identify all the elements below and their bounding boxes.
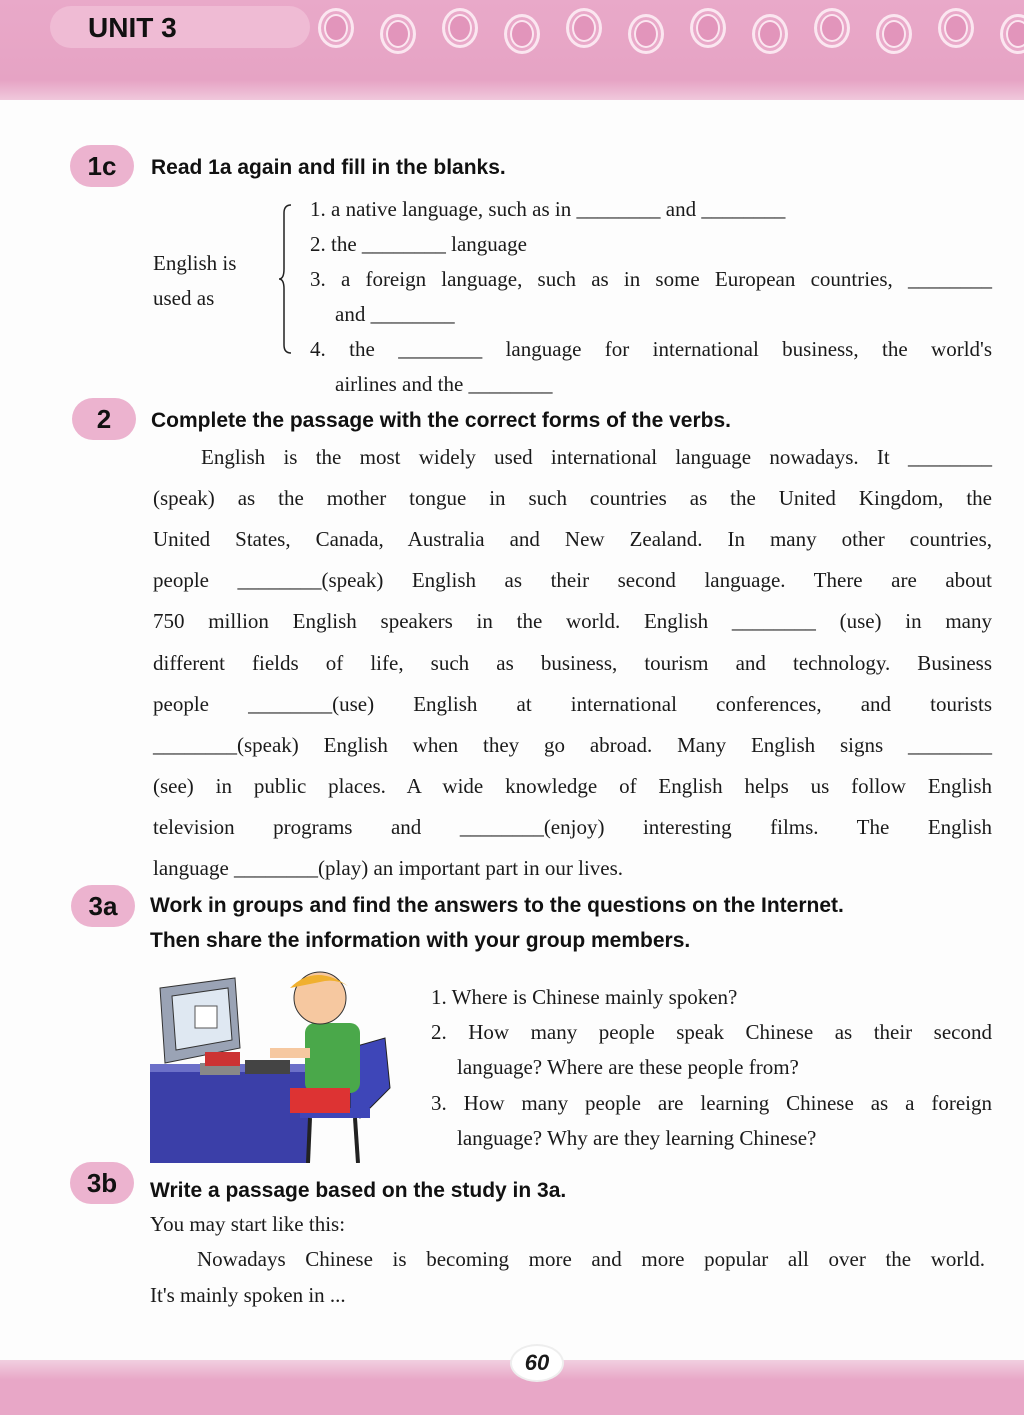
boy-at-computer-illustration <box>150 968 392 1163</box>
page-number: 60 <box>510 1344 564 1382</box>
lead-text: English is <box>153 251 237 275</box>
prompt-text: You may start like this: <box>150 1212 346 1236</box>
passage-line: United States, Canada, Australia and New Zealand. In many other countries, <box>153 527 992 552</box>
passage-line: different fields of life, such as business, tourism and technology. Business <box>153 650 992 675</box>
passage-line: language ________(play) an important part in our lives. <box>153 856 624 880</box>
blank-item: 4. the ________ language for international business, the world's <box>310 337 992 361</box>
title-3b: Write a passage based on the study in 3a. <box>150 1179 567 1202</box>
blank-item: and ________ <box>335 302 455 326</box>
title-1c: Read 1a again and fill in the blanks. <box>151 156 506 179</box>
sample-text: It's mainly spoken in ... <box>150 1283 346 1307</box>
blank-item: 2. the ________ language <box>310 232 527 256</box>
unit-title: UNIT 3 <box>88 12 177 43</box>
decorative-ring-icon <box>566 8 602 48</box>
decorative-ring-icon <box>752 14 788 54</box>
decorative-ring-icon <box>690 8 726 48</box>
passage-line: television programs and ________(enjoy) interesting films. The English <box>153 814 992 839</box>
passage-line: (speak) as the mother tongue in such countries as the United Kingdom, the <box>153 486 992 511</box>
passage-line: English is the most widely used international language nowadays. It ________ <box>201 445 992 469</box>
title-3a-line2: Then share the information with your group members. <box>150 929 691 952</box>
decorative-ring-icon <box>938 8 974 48</box>
badge-3b: 3b <box>70 1162 134 1204</box>
lead-text: used as <box>153 286 215 310</box>
sample-text: Nowadays Chinese is becoming more and more popular all over the world. <box>197 1247 985 1271</box>
badge-2: 2 <box>72 398 136 440</box>
passage-line: people ________(speak) English as their second language. There are about <box>153 568 992 593</box>
passage-line: ________(speak) English when they go abroad. Many English signs ________ <box>153 732 992 757</box>
question-item: language? Where are these people from? <box>457 1055 799 1079</box>
blank-item: airlines and the ________ <box>335 372 553 396</box>
decorative-ring-icon <box>628 14 664 54</box>
decorative-ring-icon <box>504 14 540 54</box>
decorative-ring-icon <box>380 14 416 54</box>
badge-1c: 1c <box>70 145 134 187</box>
passage-line: people ________(use) English at international conferences, and tourists <box>153 691 992 716</box>
question-item: 2. How many people speak Chinese as their second <box>431 1020 992 1044</box>
brace-icon <box>278 203 292 355</box>
blank-item: 1. a native language, such as in ________ and ________ <box>310 197 786 221</box>
badge-3a: 3a <box>71 885 135 927</box>
passage-line: (see) in public places. A wide knowledge of English helps us follow English <box>153 773 992 798</box>
passage-line: 750 million English speakers in the world. English ________ (use) in many <box>153 609 992 634</box>
question-item: 3. How many people are learning Chinese as a foreign <box>431 1091 992 1115</box>
title-2: Complete the passage with the correct forms of the verbs. <box>151 409 731 432</box>
blank-item: 3. a foreign language, such as in some European countries, ________ <box>310 267 992 291</box>
question-item: language? Why are they learning Chinese? <box>457 1126 817 1150</box>
title-3a-line1: Work in groups and find the answers to the questions on the Internet. <box>150 894 844 917</box>
question-item: 1. Where is Chinese mainly spoken? <box>431 985 738 1009</box>
decorative-ring-icon <box>876 14 912 54</box>
decorative-ring-icon <box>814 8 850 48</box>
decorative-ring-icon <box>318 8 354 48</box>
decorative-ring-icon <box>442 8 478 48</box>
